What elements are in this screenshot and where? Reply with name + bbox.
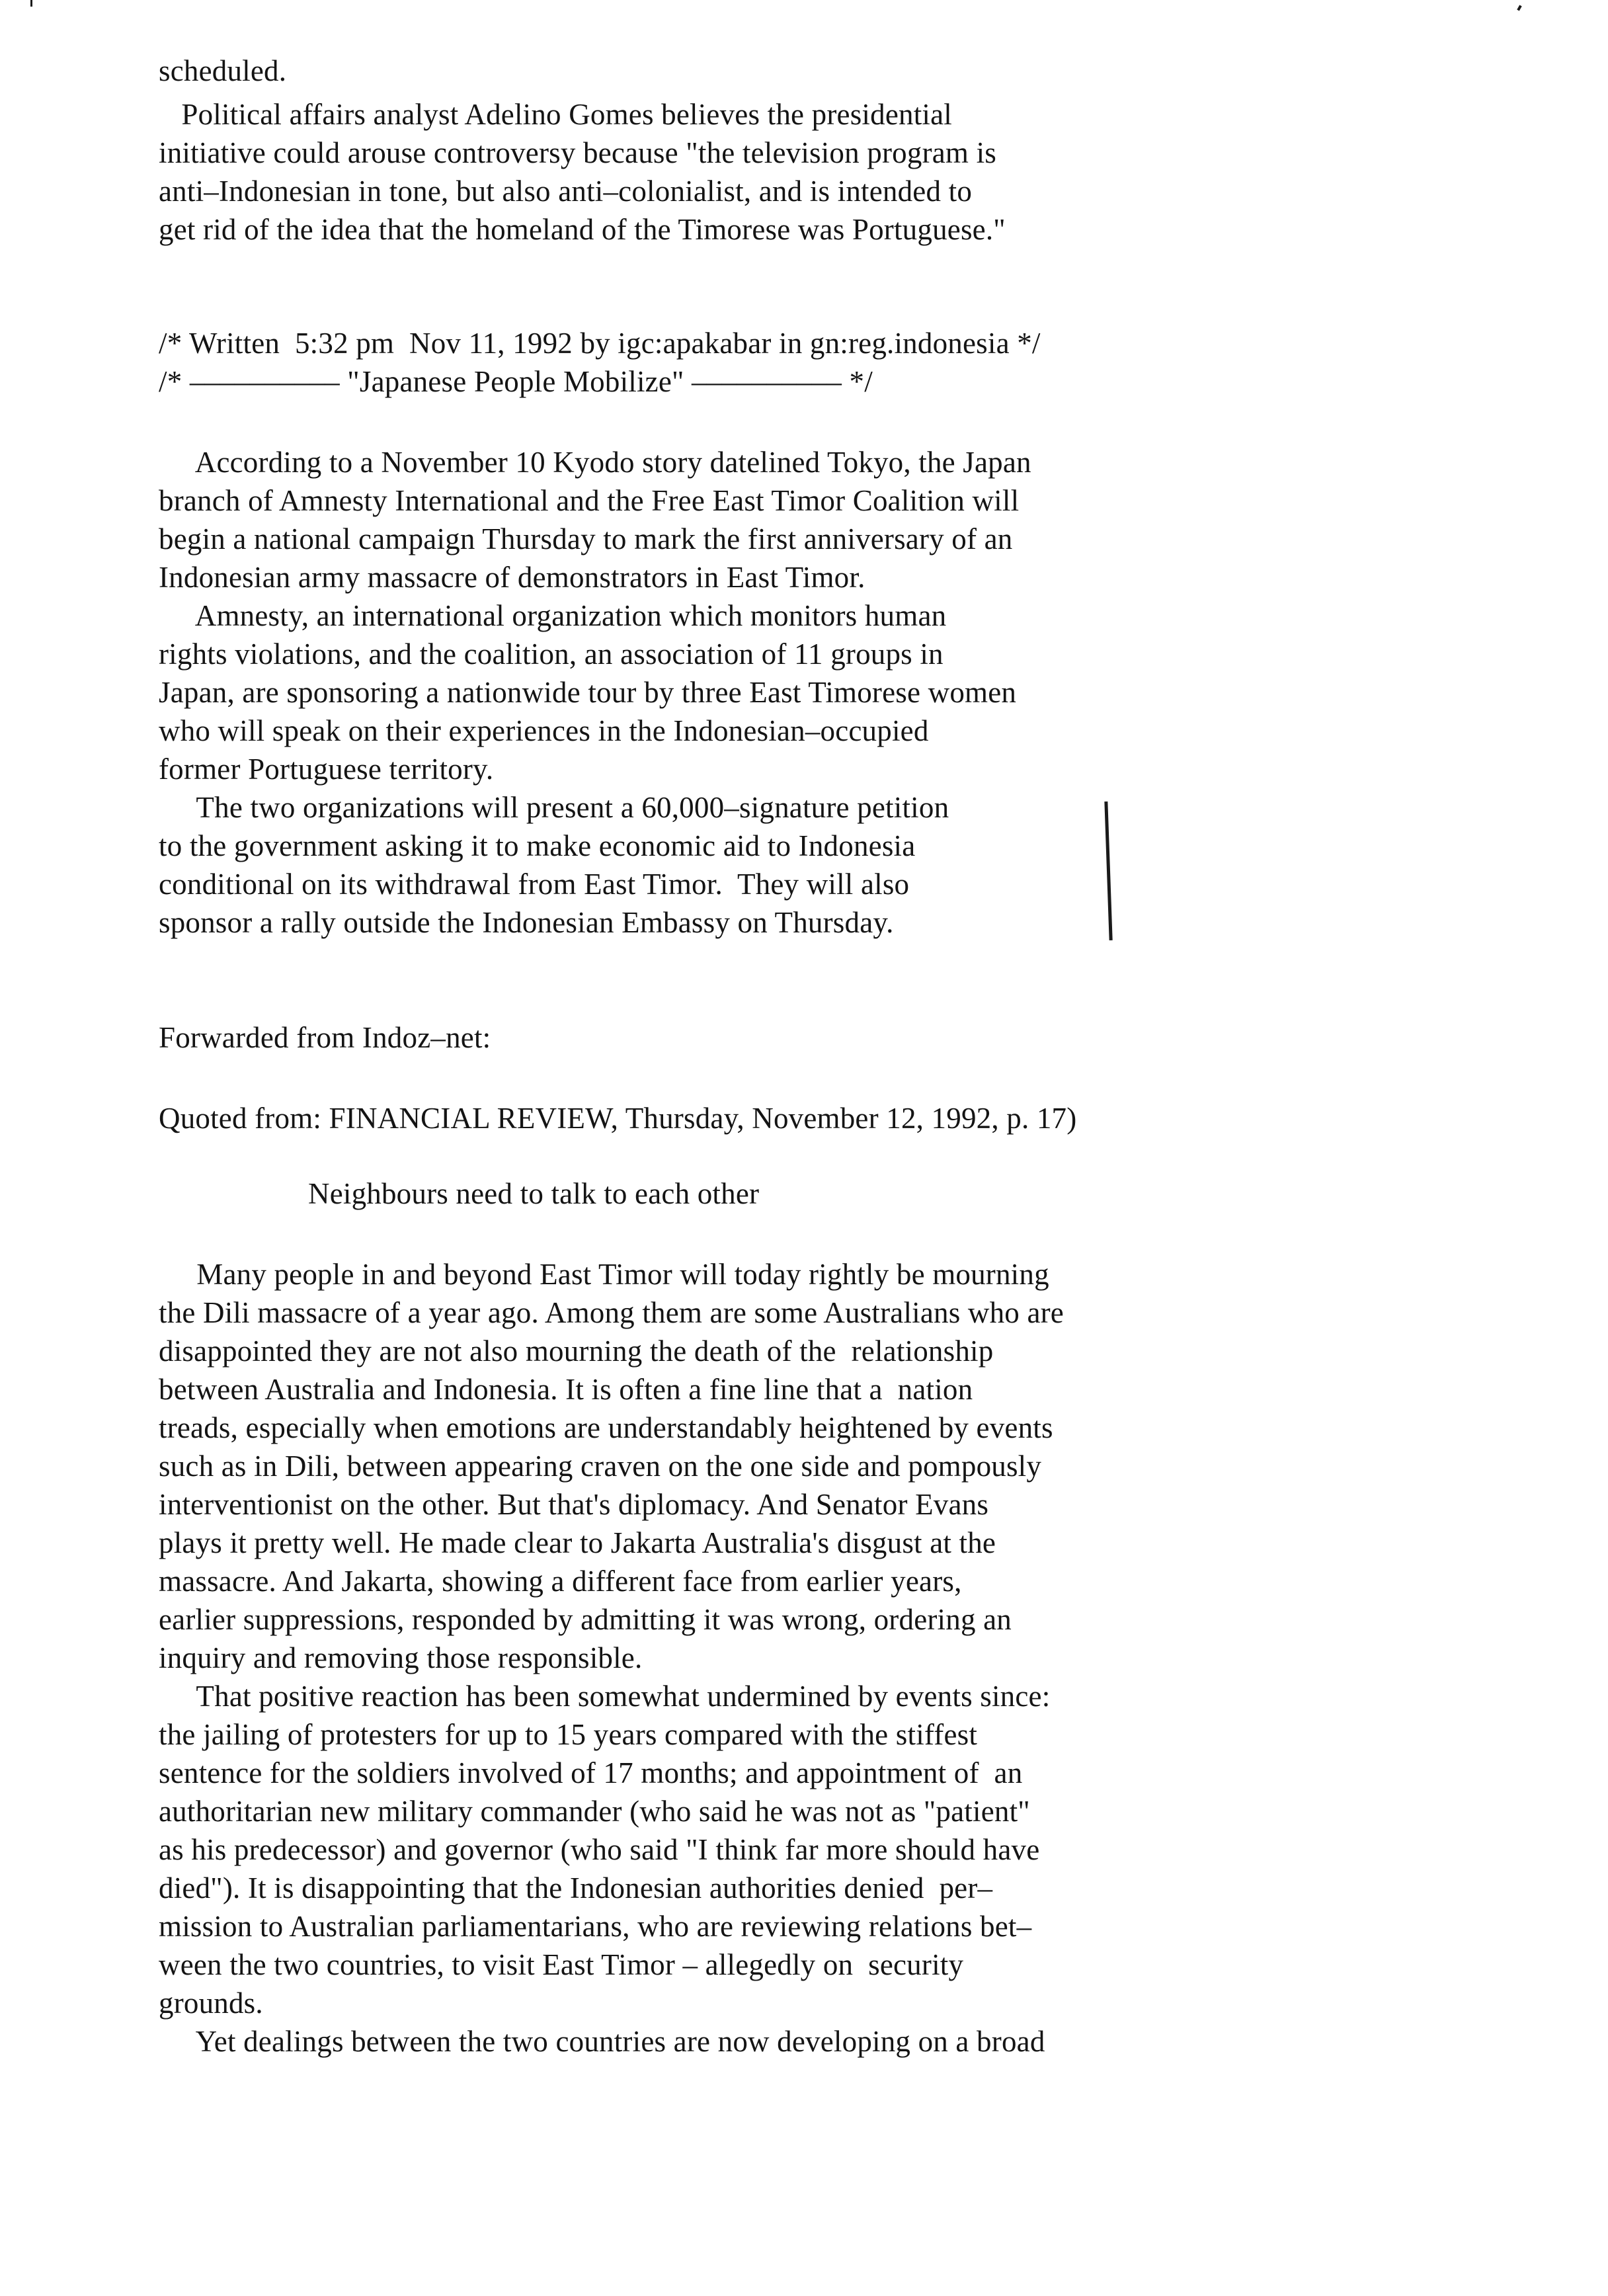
- text-line: such as in Dili, between appearing craven on the one side and pompously: [159, 1450, 1042, 1483]
- quoted-source-line: Quoted from: FINANCIAL REVIEW, Thursday, November 12, 1992, p. 17): [159, 1102, 1077, 1135]
- text-line: ween the two countries, to visit East Timor – allegedly on security: [159, 1948, 964, 1981]
- text-line: to the government asking it to make economic aid to Indonesia: [159, 829, 916, 862]
- text-line: disappointed they are not also mourning the death of the relationship: [159, 1334, 994, 1368]
- text-line: Many people in and beyond East Timor will today rightly be mourning: [159, 1258, 1049, 1291]
- text-line: between Australia and Indonesia. It is often a fine line that a nation: [159, 1373, 973, 1406]
- text-line: as his predecessor) and governor (who said "I think far more should have: [159, 1833, 1040, 1866]
- text-line: plays it pretty well. He made clear to Jakarta Australia's disgust at the: [159, 1526, 996, 1559]
- text-line: who will speak on their experiences in the Indonesian–occupied: [159, 714, 929, 747]
- text-line: According to a November 10 Kyodo story datelined Tokyo, the Japan: [159, 446, 1031, 479]
- text-line: scheduled.: [159, 54, 287, 87]
- text-line: Indonesian army massacre of demonstrators in East Timor.: [159, 561, 865, 594]
- text-line: The two organizations will present a 60,000–signature petition: [159, 791, 949, 824]
- text-line: treads, especially when emotions are understandably heightened by events: [159, 1411, 1053, 1444]
- text-line: Amnesty, an international organization which monitors human: [159, 599, 947, 632]
- text-line: the Dili massacre of a year ago. Among them are some Australians who are: [159, 1296, 1064, 1329]
- text-line: Yet dealings between the two countries are now developing on a broad: [159, 2025, 1045, 2058]
- text-line: initiative could arouse controversy because "the television program is: [159, 136, 996, 169]
- text-line: former Portuguese territory.: [159, 753, 494, 786]
- scan-speck: [1517, 5, 1521, 11]
- text-line: the jailing of protesters for up to 15 years compared with the stiffest: [159, 1718, 978, 1751]
- text-line: branch of Amnesty International and the Free East Timor Coalition will: [159, 484, 1020, 517]
- article-headline: Neighbours need to talk to each other: [308, 1177, 760, 1210]
- text-line: get rid of the idea that the homeland of the Timorese was Portuguese.": [159, 213, 1006, 246]
- scan-speck: [30, 0, 32, 7]
- text-line: Japan, are sponsoring a nationwide tour by three East Timorese women: [159, 676, 1017, 709]
- text-line: Political affairs analyst Adelino Gomes believes the presidential: [159, 98, 952, 131]
- text-line: inquiry and removing those responsible.: [159, 1641, 643, 1674]
- text-line: interventionist on the other. But that's diplomacy. And Senator Evans: [159, 1488, 989, 1521]
- text-line: That positive reaction has been somewhat undermined by events since:: [159, 1680, 1051, 1713]
- text-line: anti–Indonesian in tone, but also anti–colonialist, and is intended to: [159, 175, 973, 208]
- text-line: authoritarian new military commander (who said he was not as "patient": [159, 1795, 1030, 1828]
- text-line: conditional on its withdrawal from East Timor. They will also: [159, 868, 910, 901]
- text-line: died"). It is disappointing that the Indonesian authorities denied per–: [159, 1871, 993, 1905]
- text-line: grounds.: [159, 1987, 263, 2020]
- text-line: rights violations, and the coalition, an association of 11 groups in: [159, 637, 944, 671]
- text-line: earlier suppressions, responded by admitting it was wrong, ordering an: [159, 1603, 1012, 1636]
- text-line: massacre. And Jakarta, showing a different face from earlier years,: [159, 1565, 962, 1598]
- text-line: sentence for the soldiers involved of 17 months; and appointment of an: [159, 1756, 1023, 1789]
- text-line: begin a national campaign Thursday to mark the first anniversary of an: [159, 522, 1013, 555]
- forwarded-line: Forwarded from Indoz–net:: [159, 1021, 491, 1054]
- text-line: sponsor a rally outside the Indonesian Embassy on Thursday.: [159, 906, 894, 939]
- text-line: mission to Australian parliamentarians, who are reviewing relations bet–: [159, 1910, 1032, 1943]
- post-header-written: /* Written 5:32 pm Nov 11, 1992 by igc:apakabar in gn:reg.indonesia */: [159, 327, 1041, 360]
- post-header-title: /* –––––––––– "Japanese People Mobilize" –––––––––– */: [159, 365, 873, 398]
- margin-mark: [1104, 801, 1112, 940]
